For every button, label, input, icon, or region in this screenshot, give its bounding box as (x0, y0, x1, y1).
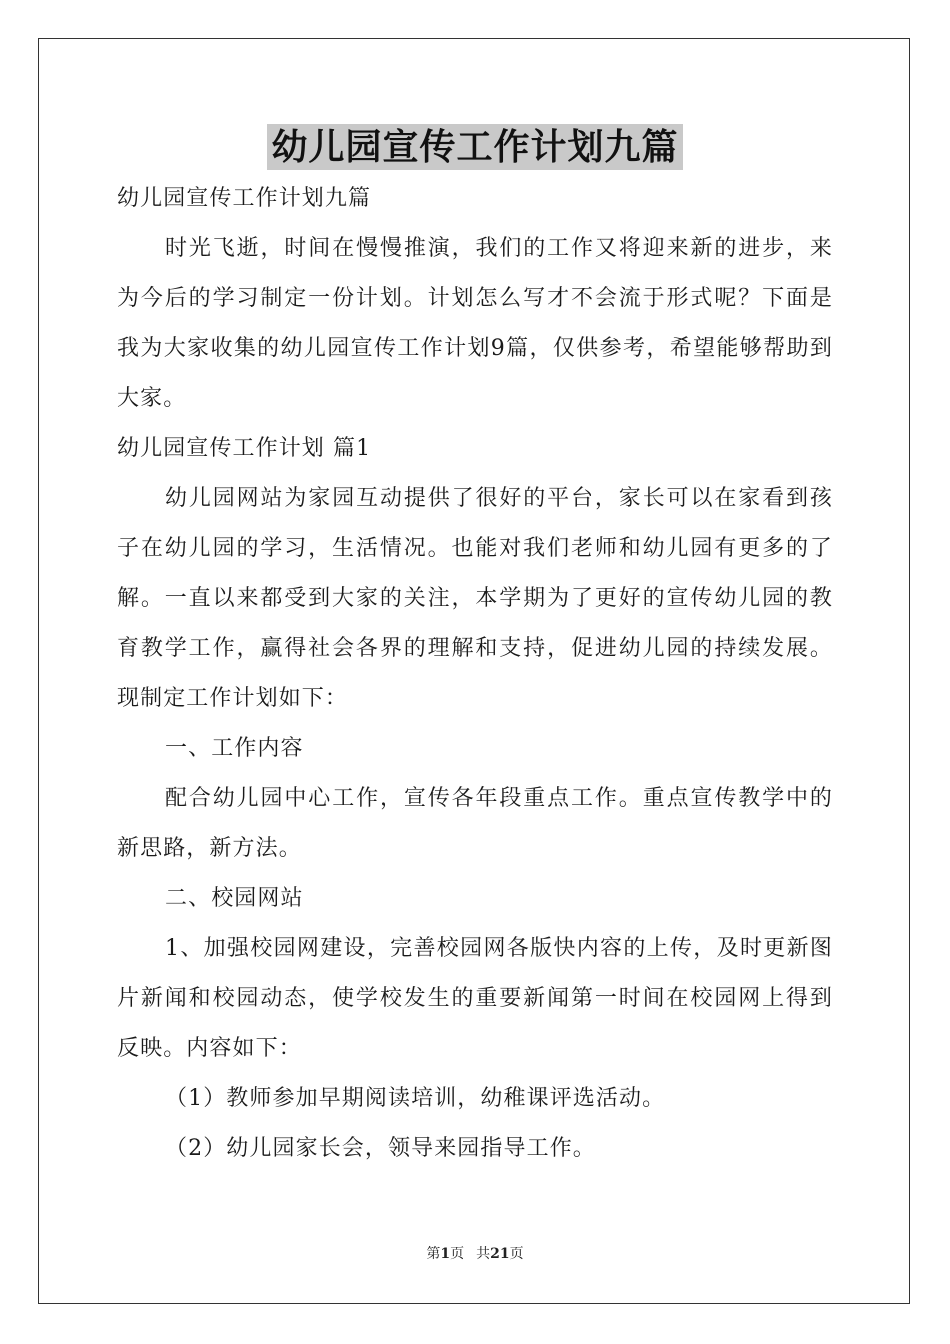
heading-work-content: 一、工作内容 (165, 736, 304, 761)
work-content-paragraph: 配合幼儿园中心工作，宣传各年段重点工作。重点宣传教学中的新思路，新方法。 (117, 786, 833, 861)
list-item: （2）幼儿园家长会，领导来园指导工作。 (165, 1136, 596, 1161)
footer-page-prefix: 第 (426, 1246, 441, 1262)
heading-campus-website: 二、校园网站 (165, 886, 304, 911)
section-heading: 幼儿园宣传工作计划 篇1 (117, 436, 372, 461)
campus-website-paragraph: 1、加强校园网建设，完善校园网各版快内容的上传，及时更新图片新闻和校园动态，使学校发生的重要新闻第一时间在校园网上得到反映。内容如下： (117, 936, 833, 1061)
footer-total-prefix: 共 (476, 1246, 491, 1262)
footer-total-suffix: 页 (509, 1246, 524, 1262)
section-paragraph: 幼儿园网站为家园互动提供了很好的平台，家长可以在家看到孩子在幼儿园的学习，生活情况。也能对我们老师和幼儿园有更多的了解。一直以来都受到大家的关注，本学期为了更好的宣传幼儿园的教育教学工作，赢得社会各界的理解和支持，促进幼儿园的持续发展。现制定工作计划如下： (117, 486, 833, 711)
document-subtitle: 幼儿园宣传工作计划九篇 (117, 186, 372, 211)
footer-page-suffix: 页 (450, 1246, 465, 1262)
list-item: （1）教师参加早期阅读培训，幼稚课评选活动。 (165, 1086, 666, 1111)
page-footer (0, 1244, 950, 1264)
footer-page-total: 21 (490, 1246, 510, 1262)
intro-paragraph: 时光飞逝，时间在慢慢推演，我们的工作又将迎来新的进步，来为今后的学习制定一份计划。计划怎么写才不会流于形式呢？下面是我为大家收集的幼儿园宣传工作计划9篇，仅供参考，希望能够帮助到大家。 (117, 236, 833, 411)
title-wrapper (117, 124, 833, 170)
footer-page-current: 1 (440, 1246, 451, 1262)
document-title: 幼儿园宣传工作计划九篇 (267, 124, 682, 170)
